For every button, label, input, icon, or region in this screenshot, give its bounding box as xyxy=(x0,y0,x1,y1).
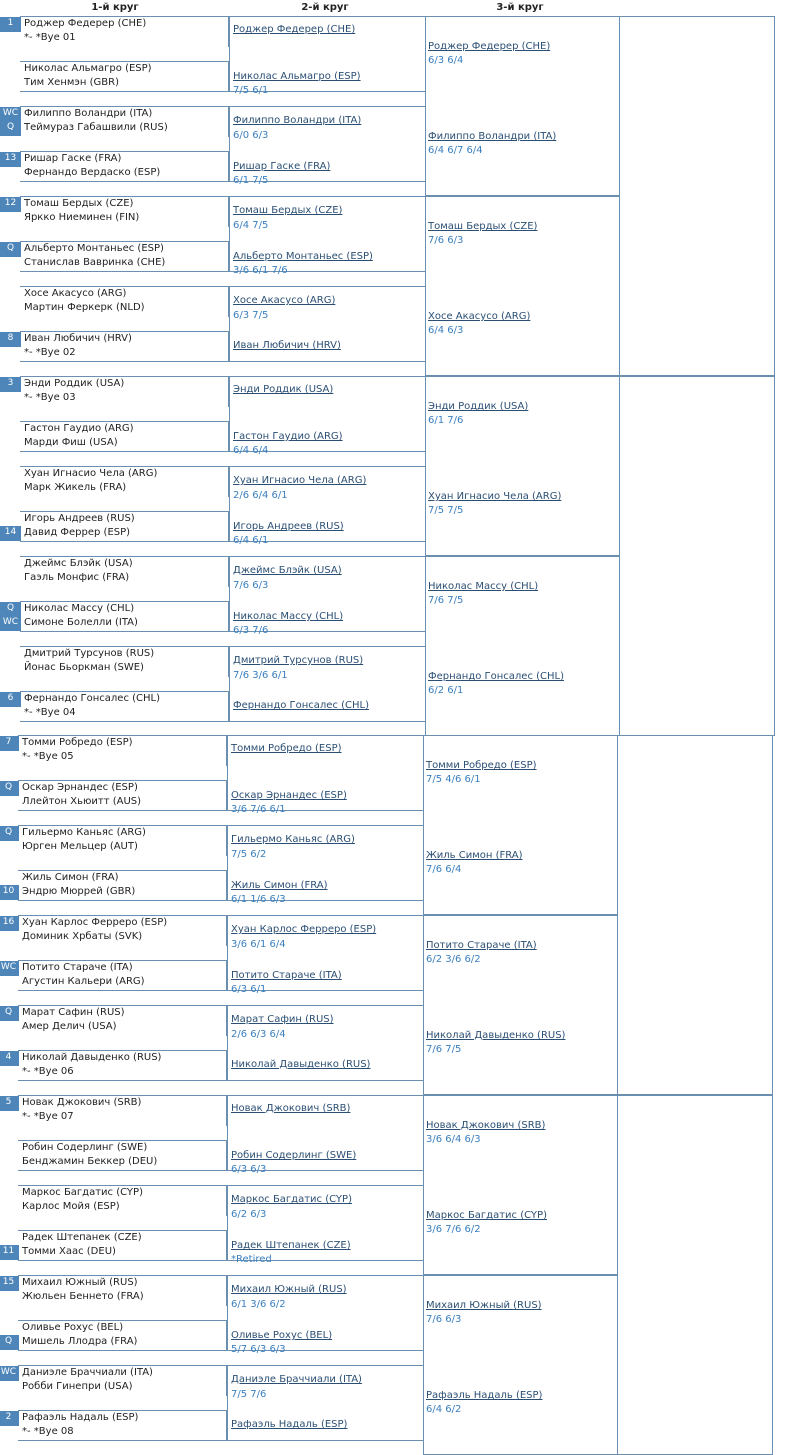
round2-score: 6/1 3/6 6/2 xyxy=(231,1299,286,1310)
player-name[interactable]: Филиппо Воландри (ITA) xyxy=(24,108,153,119)
round2-winner-link[interactable]: Радек Штепанек (CZE) xyxy=(231,1240,351,1251)
round2-winner-link[interactable]: Робин Содерлинг (SWE) xyxy=(231,1150,357,1161)
round3-winner-link[interactable]: Филиппо Воландри (ITA) xyxy=(428,131,557,142)
player-name[interactable]: Йонас Бьоркман (SWE) xyxy=(24,662,144,673)
round3-winner-link[interactable]: Томаш Бердых (CZE) xyxy=(428,221,538,232)
round2-winner-link[interactable]: Иван Любичич (HRV) xyxy=(233,340,341,351)
player-name[interactable]: Эндрю Мюррей (GBR) xyxy=(22,886,136,897)
seed-badge: Q xyxy=(0,826,19,841)
player-name[interactable]: Марк Жикель (FRA) xyxy=(24,482,127,493)
round3-score: 7/6 6/3 xyxy=(426,1314,462,1325)
round2-score: 3/6 6/1 7/6 xyxy=(233,265,288,276)
round3-winner-link[interactable]: Хосе Акасусо (ARG) xyxy=(428,311,531,322)
round2-winner-link[interactable]: Михаил Южный (RUS) xyxy=(231,1284,347,1295)
round2-score: *Retired xyxy=(231,1254,272,1265)
round3-score: 7/6 7/5 xyxy=(428,595,464,606)
player-name[interactable]: Марат Сафин (RUS) xyxy=(22,1007,125,1018)
player-name[interactable]: Михаил Южный (RUS) xyxy=(22,1277,138,1288)
player-name[interactable]: Маркос Багдатис (CYP) xyxy=(22,1187,143,1198)
round3-winner-link[interactable]: Маркос Багдатис (CYP) xyxy=(426,1210,547,1221)
seed-badge: Q xyxy=(0,1335,19,1350)
round2-score: 2/6 6/3 6/4 xyxy=(231,1029,286,1040)
round3-winner-link[interactable]: Николай Давыденко (RUS) xyxy=(426,1030,566,1041)
round2-score: 6/4 6/1 xyxy=(233,535,269,546)
player-name[interactable]: Гильермо Каньяс (ARG) xyxy=(22,827,146,838)
round3-winner-link[interactable]: Роджер Федерер (CHE) xyxy=(428,41,551,52)
player-name[interactable]: Бенджамин Беккер (DEU) xyxy=(22,1156,158,1167)
player-name[interactable]: Тим Хенмэн (GBR) xyxy=(24,77,119,88)
round-3-header: 3-й круг xyxy=(496,2,544,13)
player-name[interactable]: *- *Bye 07 xyxy=(22,1111,74,1122)
round2-connector xyxy=(229,646,230,722)
round2-winner-link[interactable]: Николас Альмагро (ESP) xyxy=(233,71,361,82)
round2-winner-link[interactable]: Хуан Карлос Ферреро (ESP) xyxy=(231,924,377,935)
player-name[interactable]: Рафаэль Надаль (ESP) xyxy=(22,1412,139,1423)
round3-winner-link[interactable]: Потито Стараче (ITA) xyxy=(426,940,537,951)
player-name[interactable]: Фернандо Гонсалес (CHL) xyxy=(24,693,161,704)
player-name[interactable]: Яркко Ниеминен (FIN) xyxy=(24,212,140,223)
player-name[interactable]: Станислав Вавринка (CHE) xyxy=(24,257,166,268)
seed-badge: 4 xyxy=(0,1051,19,1066)
round2-winner-link[interactable]: Новак Джокович (SRB) xyxy=(231,1103,351,1114)
round3-winner-link[interactable]: Жиль Симон (FRA) xyxy=(426,850,523,861)
round3-winner-link[interactable]: Хуан Игнасио Чела (ARG) xyxy=(428,491,562,502)
seed-badge: 12 xyxy=(0,197,21,212)
round2-score: 6/2 6/3 xyxy=(231,1209,267,1220)
round3-winner-link[interactable]: Михаил Южный (RUS) xyxy=(426,1300,542,1311)
player-name[interactable]: Оскар Эрнандес (ESP) xyxy=(22,782,138,793)
player-name[interactable]: Хуан Игнасио Чела (ARG) xyxy=(24,468,158,479)
round3-score: 6/4 6/2 xyxy=(426,1404,462,1415)
round2-connector xyxy=(229,466,230,542)
player-name[interactable]: *- *Bye 06 xyxy=(22,1066,74,1077)
round2-score: 6/3 7/5 xyxy=(233,310,269,321)
round2-score: 2/6 6/4 6/1 xyxy=(233,490,288,501)
seed-badge: 2 xyxy=(0,1411,19,1426)
round2-winner-link[interactable]: Игорь Андреев (RUS) xyxy=(233,521,344,532)
player-name[interactable]: Николас Альмагро (ESP) xyxy=(24,63,152,74)
seed-badge: WC xyxy=(0,1366,19,1381)
round2-winner-link[interactable]: Фернандо Гонсалес (CHL) xyxy=(233,700,370,711)
round3-winner-link[interactable]: Рафаэль Надаль (ESP) xyxy=(426,1390,543,1401)
round2-winner-link[interactable]: Оливье Рохус (BEL) xyxy=(231,1330,333,1341)
player-name[interactable]: Радек Штепанек (CZE) xyxy=(22,1232,142,1243)
player-name[interactable]: Энди Роддик (USA) xyxy=(24,378,125,389)
round2-winner-link[interactable]: Энди Роддик (USA) xyxy=(233,384,334,395)
player-name[interactable]: Робби Гинепри (USA) xyxy=(22,1381,133,1392)
player-name[interactable]: Хуан Карлос Ферреро (ESP) xyxy=(22,917,168,928)
round3-score: 3/6 7/6 6/2 xyxy=(426,1224,481,1235)
player-name[interactable]: Юрген Мельцер (AUT) xyxy=(22,841,138,852)
player-name[interactable]: Гаэль Монфис (FRA) xyxy=(24,572,130,583)
round2-winner-link[interactable]: Хосе Акасусо (ARG) xyxy=(233,295,336,306)
round2-score: 3/6 6/1 6/4 xyxy=(231,939,286,950)
round3-score: 7/6 7/5 xyxy=(426,1044,462,1055)
round3-winner-link[interactable]: Энди Роддик (USA) xyxy=(428,401,529,412)
round2-connector xyxy=(229,106,230,182)
player-name[interactable]: Мишель Ллодра (FRA) xyxy=(22,1336,138,1347)
round2-winner-link[interactable]: Гастон Гаудио (ARG) xyxy=(233,431,343,442)
round2-score: 6/1 7/5 xyxy=(233,175,269,186)
player-name[interactable]: Альберто Монтаньес (ESP) xyxy=(24,243,164,254)
seed-badge: Q xyxy=(0,781,19,796)
round2-connector xyxy=(229,16,230,92)
round2-score: 6/3 7/6 xyxy=(233,625,269,636)
round2-winner-link[interactable]: Маркос Багдатис (CYP) xyxy=(231,1194,352,1205)
round2-winner-link[interactable]: Николас Массу (CHL) xyxy=(233,611,344,622)
round2-score: 6/3 6/3 xyxy=(231,1164,267,1175)
player-name[interactable]: Роджер Федерер (CHE) xyxy=(24,18,147,29)
player-name[interactable]: Иван Любичич (HRV) xyxy=(24,333,132,344)
player-name[interactable]: Жюльен Беннето (FRA) xyxy=(22,1291,144,1302)
round2-connector xyxy=(227,915,228,991)
round2-score: 3/6 7/6 6/1 xyxy=(231,804,286,815)
round3-winner-link[interactable]: Новак Джокович (SRB) xyxy=(426,1120,546,1131)
player-name[interactable]: Давид Феррер (ESP) xyxy=(24,527,131,538)
round3-score: 6/2 6/1 xyxy=(428,685,464,696)
seed-badge: 7 xyxy=(0,736,19,751)
player-name[interactable]: *- *Bye 08 xyxy=(22,1426,74,1437)
player-name[interactable]: Игорь Андреев (RUS) xyxy=(24,513,135,524)
round2-score: 7/6 3/6 6/1 xyxy=(233,670,288,681)
round2-connector xyxy=(227,1005,228,1081)
round2-connector xyxy=(229,196,230,272)
seed-badge: Q xyxy=(0,1006,19,1021)
round2-connector xyxy=(229,556,230,632)
player-name[interactable]: Жиль Симон (FRA) xyxy=(22,872,119,883)
round2-score: 6/4 6/4 xyxy=(233,445,269,456)
seed-badge: 15 xyxy=(0,1276,19,1291)
round2-score: 6/0 6/3 xyxy=(233,130,269,141)
round2-winner-link[interactable]: Хуан Игнасио Чела (ARG) xyxy=(233,475,367,486)
round3-score: 6/3 6/4 xyxy=(428,55,464,66)
player-name[interactable]: Доминик Хрбаты (SVK) xyxy=(22,931,143,942)
round2-connector xyxy=(227,1185,228,1261)
seed-badge: 6 xyxy=(0,692,21,707)
round2-winner-link[interactable]: Потито Стараче (ITA) xyxy=(231,970,342,981)
seed-badge: WC xyxy=(0,616,21,631)
round2-winner-link[interactable]: Томми Робредо (ESP) xyxy=(231,743,342,754)
seed-badge: WC xyxy=(0,961,19,976)
round2-score: 6/3 6/1 xyxy=(231,984,267,995)
round2-winner-link[interactable]: Роджер Федерер (CHE) xyxy=(233,24,356,35)
round2-score: 7/5 6/1 xyxy=(233,85,269,96)
player-name[interactable]: Оливье Рохус (BEL) xyxy=(22,1322,124,1333)
seed-badge: 3 xyxy=(0,377,21,392)
round2-winner-link[interactable]: Оскар Эрнандес (ESP) xyxy=(231,790,347,801)
player-name[interactable]: Карлос Мойя (ESP) xyxy=(22,1201,120,1212)
round2-connector xyxy=(227,735,228,811)
seed-badge: 14 xyxy=(0,526,21,541)
round-1-header: 1-й круг xyxy=(91,2,139,13)
round2-winner-link[interactable]: Даниэле Браччиали (ITA) xyxy=(231,1374,362,1385)
round2-winner-link[interactable]: Гильермо Каньяс (ARG) xyxy=(231,834,355,845)
seed-badge: 10 xyxy=(0,885,19,900)
seed-badge: Q xyxy=(0,242,21,257)
round2-connector xyxy=(227,1365,228,1441)
round3-score: 6/4 6/3 xyxy=(428,325,464,336)
player-name[interactable]: Фернандо Вердаско (ESP) xyxy=(24,167,161,178)
player-name[interactable]: *- *Bye 04 xyxy=(24,707,76,718)
round2-winner-link[interactable]: Николай Давыденко (RUS) xyxy=(231,1059,371,1070)
round2-connector xyxy=(227,1275,228,1351)
player-name[interactable]: Томми Робредо (ESP) xyxy=(22,737,133,748)
round2-score: 6/1 1/6 6/3 xyxy=(231,894,286,905)
round2-score: 7/6 6/3 xyxy=(233,580,269,591)
seed-badge: 5 xyxy=(0,1096,19,1111)
round3-winner-link[interactable]: Фернандо Гонсалес (CHL) xyxy=(428,671,565,682)
seed-badge: 1 xyxy=(0,17,21,32)
round3-score: 7/5 7/5 xyxy=(428,505,464,516)
player-name[interactable]: Томаш Бердых (CZE) xyxy=(24,198,134,209)
player-name[interactable]: Амер Делич (USA) xyxy=(22,1021,117,1032)
round3-score: 6/4 6/7 6/4 xyxy=(428,145,483,156)
round2-winner-link[interactable]: Альберто Монтаньес (ESP) xyxy=(233,251,373,262)
round3-winner-link[interactable]: Томми Робредо (ESP) xyxy=(426,760,537,771)
player-name[interactable]: *- *Bye 05 xyxy=(22,751,74,762)
player-name[interactable]: Даниэле Браччиали (ITA) xyxy=(22,1367,153,1378)
player-name[interactable]: Теймураз Габашвили (RUS) xyxy=(24,122,168,133)
round2-winner-link[interactable]: Филиппо Воландри (ITA) xyxy=(233,115,362,126)
round3-score: 7/6 6/4 xyxy=(426,864,462,875)
seed-badge: Q xyxy=(0,121,21,136)
seed-badge: 11 xyxy=(0,1245,19,1260)
round-2-header: 2-й круг xyxy=(301,2,349,13)
player-name[interactable]: *- *Bye 03 xyxy=(24,392,76,403)
seed-badge: WC xyxy=(0,107,21,122)
player-name[interactable]: Потито Стараче (ITA) xyxy=(22,962,133,973)
round3-score: 3/6 6/4 6/3 xyxy=(426,1134,481,1145)
player-name[interactable]: Ллейтон Хьюитт (AUS) xyxy=(22,796,142,807)
round3-score: 7/6 6/3 xyxy=(428,235,464,246)
seed-badge: 8 xyxy=(0,332,21,347)
round2-winner-link[interactable]: Дмитрий Турсунов (RUS) xyxy=(233,655,364,666)
round2-score: 5/7 6/3 6/3 xyxy=(231,1344,286,1355)
round3-winner-link[interactable]: Николас Массу (CHL) xyxy=(428,581,539,592)
round3-score: 6/1 7/6 xyxy=(428,415,464,426)
player-name[interactable]: Джеймс Блэйк (USA) xyxy=(24,558,133,569)
round3-score: 6/2 3/6 6/2 xyxy=(426,954,481,965)
round2-winner-link[interactable]: Томаш Бердых (CZE) xyxy=(233,205,343,216)
round2-connector xyxy=(229,286,230,362)
round2-winner-link[interactable]: Ришар Гаске (FRA) xyxy=(233,161,331,172)
player-name[interactable]: Марди Фиш (USA) xyxy=(24,437,118,448)
round2-winner-link[interactable]: Рафаэль Надаль (ESP) xyxy=(231,1419,348,1430)
round2-score: 7/5 6/2 xyxy=(231,849,267,860)
round2-score: 7/5 7/6 xyxy=(231,1389,267,1400)
player-name[interactable]: Симоне Болелли (ITA) xyxy=(24,617,138,628)
player-name[interactable]: Николас Массу (CHL) xyxy=(24,603,135,614)
player-name[interactable]: Ришар Гаске (FRA) xyxy=(24,153,122,164)
seed-badge: 13 xyxy=(0,152,21,167)
player-name[interactable]: Дмитрий Турсунов (RUS) xyxy=(24,648,155,659)
player-name[interactable]: Мартин Феркерк (NLD) xyxy=(24,302,145,313)
player-name[interactable]: *- *Bye 01 xyxy=(24,32,76,43)
player-name[interactable]: Новак Джокович (SRB) xyxy=(22,1097,142,1108)
player-name[interactable]: Агустин Кальери (ARG) xyxy=(22,976,145,987)
round2-score: 6/4 7/5 xyxy=(233,220,269,231)
player-name[interactable]: Хосе Акасусо (ARG) xyxy=(24,288,127,299)
seed-badge: Q xyxy=(0,602,21,617)
round2-winner-link[interactable]: Марат Сафин (RUS) xyxy=(231,1014,334,1025)
player-name[interactable]: Робин Содерлинг (SWE) xyxy=(22,1142,148,1153)
round2-connector xyxy=(227,1095,228,1171)
player-name[interactable]: Николай Давыденко (RUS) xyxy=(22,1052,162,1063)
round2-winner-link[interactable]: Жиль Симон (FRA) xyxy=(231,880,328,891)
round2-winner-link[interactable]: Джеймс Блэйк (USA) xyxy=(233,565,342,576)
seed-badge: 16 xyxy=(0,916,19,931)
round2-connector xyxy=(227,825,228,901)
round2-connector xyxy=(229,376,230,452)
player-name[interactable]: Гастон Гаудио (ARG) xyxy=(24,423,134,434)
player-name[interactable]: Томми Хаас (DEU) xyxy=(22,1246,116,1257)
player-name[interactable]: *- *Bye 02 xyxy=(24,347,76,358)
round3-score: 7/5 4/6 6/1 xyxy=(426,774,481,785)
